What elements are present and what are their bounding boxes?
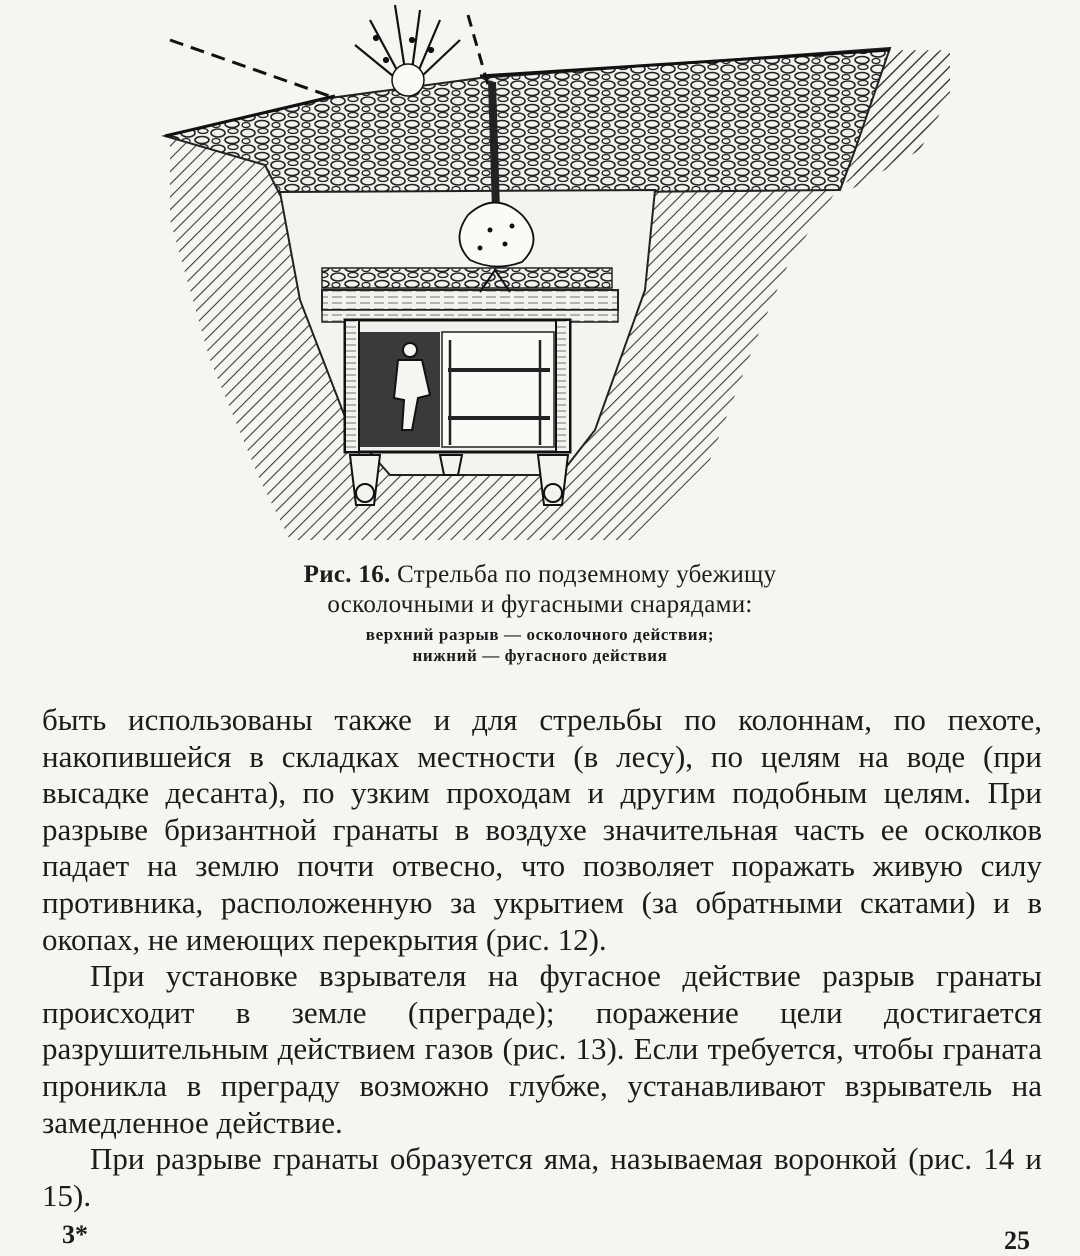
trajectory-right <box>468 15 488 85</box>
figure-label: Рис. 16. <box>303 561 391 588</box>
body-text <box>42 702 1042 1214</box>
trajectory-left <box>170 40 335 98</box>
page-number: 25 <box>1004 1226 1030 1255</box>
signature-mark: 3* <box>62 1220 88 1249</box>
paragraph-2: При установке взрывателя на фугасное действие разрыв гранаты происходит в земле (преграде); поражение цели достигается разрушительным действием газов (рис. 13). Если требуется, чтобы граната проникла в преграду возможно глубже, устанавливают взрыватель на замедленное действие. <box>42 958 1042 1140</box>
figure-title-line1: Стрельба по подземному убежищу <box>397 561 777 588</box>
bunker-frame <box>345 320 570 452</box>
figure-caption-title <box>0 560 1080 620</box>
figure-subtitle-line2: нижний — фугасного действия <box>412 646 668 665</box>
figure-caption-subtitle <box>0 624 1080 666</box>
figure-illustration <box>150 0 950 545</box>
figure-subtitle-line1: верхний разрыв — осколочного действия; <box>365 625 715 644</box>
paragraph-1: быть использованы также и для стрельбы по колоннам, по пехоте, накопившейся в складках местности (в лесу), по целям на воде (при высадке десанта), по узким проходам и другим подобным целям. При разрыве бризантной гранаты в воздухе значительная часть ее осколков падает на землю почти отвесно, что позволяет поражать живую силу противника, расположенную за укрытием (за обратными скатами) и в окопах, не имеющих перекрытия (рис. 12). <box>42 702 1042 957</box>
paragraph-3: При разрыве гранаты образуется яма, называемая воронкой (рис. 14 и 15). <box>42 1141 1042 1213</box>
figure-title-line2: осколочными и фугасными снарядами: <box>327 591 753 618</box>
log-layer <box>322 268 618 322</box>
stone-layer <box>165 48 890 195</box>
